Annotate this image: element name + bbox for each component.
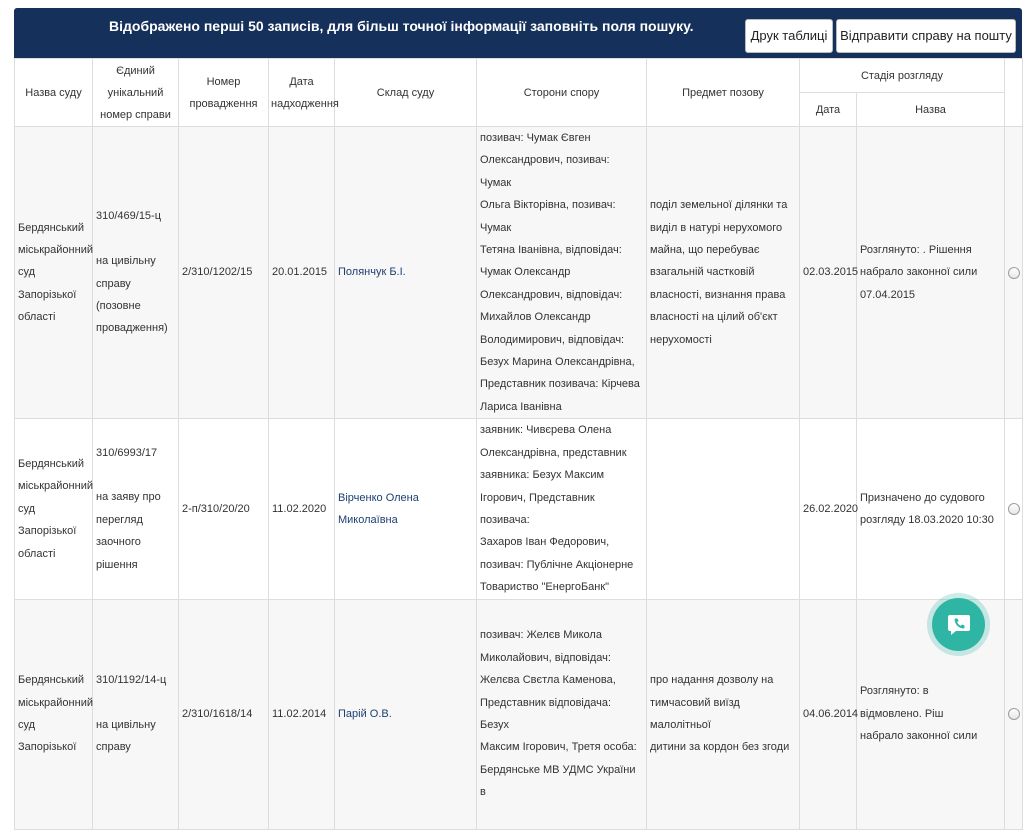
parties-cell: позивач: Желєв Микола Миколайович, відповідач: Желєва Свєтла Каменова, Представник відповідача: Безух Максим Ігорович, Третя особа: Бердянське МВ УДМС України в (477, 599, 647, 829)
court-name-cell: Бердянський міськрайонний суд Запорізької області (15, 127, 93, 419)
subject-cell: про надання дозволу на тимчасовий виїзд малолітньої дитини за кордон без згоди (647, 599, 800, 829)
stage-date-cell: 02.03.2015 (800, 127, 857, 419)
stage-name-cell: Призначено до судового розгляду 18.03.2020 10:30 (857, 419, 1005, 599)
col-header-stage-name: Назва (857, 93, 1005, 127)
parties-cell: заявник: Чивєрева Олена Олександрівна, представник заявника: Безух Максим Ігорович, Представник позивача: Захаров Іван Федорович, позивач: Публічне Акціонерне Товариство "ЕнергоБанк" (477, 419, 647, 599)
stage-name-cell: Розглянуто: . Рішення набрало законної сили 07.04.2015 (857, 127, 1005, 419)
row-select-cell (1005, 127, 1023, 419)
proceeding-number-cell: 2/310/1618/14 (179, 599, 269, 829)
send-case-email-button[interactable]: Відправити справу на пошту (836, 19, 1016, 53)
col-header-parties: Сторони спору (477, 59, 647, 127)
row-select-radio-icon[interactable] (1008, 503, 1020, 515)
col-header-select (1005, 59, 1023, 127)
proceeding-number-cell: 2-п/310/20/20 (179, 419, 269, 599)
court-name-cell: Бердянський міськрайонний суд Запорізької області (15, 419, 93, 599)
col-header-date-received: Дата надходження (269, 59, 335, 127)
col-header-proceeding: Номер провадження (179, 59, 269, 127)
case-number-cell: 310/6993/17 на заяву про перегляд заочного рішення (93, 419, 179, 599)
row-select-radio-icon[interactable] (1008, 267, 1020, 279)
phone-chat-icon[interactable] (932, 598, 985, 651)
row-select-cell (1005, 419, 1023, 599)
col-header-stage-date: Дата (800, 93, 857, 127)
table-row (15, 127, 1023, 419)
parties-cell: позивач: Чумак Євген Олександрович, позивач: Чумак Ольга Вікторівна, позивач: Чумак Тетяна Іванівна, відповідач: Чумак Олександр Олександрович, відповідач: Михайлов Олександр Володимирович, відповідач: Безух Марина Олександрівна, Представник позивача: Кірчева Лариса Іванівна (477, 127, 647, 419)
case-number-cell: 310/469/15-ц на цивільну справу (позовне провадження) (93, 127, 179, 419)
row-select-radio-icon[interactable] (1008, 708, 1020, 720)
stage-name-cell: Розглянуто: в відмовлено. Ріш набрало законної сили (857, 599, 1005, 829)
col-header-judges: Склад суду (335, 59, 477, 127)
court-name-cell: Бердянський міськрайонний суд Запорізької (15, 599, 93, 829)
print-table-button[interactable]: Друк таблиці (745, 19, 833, 53)
cases-table-container (14, 58, 1022, 799)
case-number-cell: 310/1192/14-ц на цивільну справу (93, 599, 179, 829)
stage-date-cell: 04.06.2014 (800, 599, 857, 829)
subject-cell (647, 419, 800, 599)
date-received-cell: 11.02.2020 (269, 419, 335, 599)
col-header-court: Назва суду (15, 59, 93, 127)
results-limit-message: Відображено перші 50 записів, для більш точної інформації заповніть поля пошуку. (109, 18, 694, 34)
cases-table (14, 58, 1023, 830)
case-number: 310/6993/17 (96, 446, 158, 459)
subject-cell: поділ земельної ділянки та виділ в натурі нерухомого майна, що перебуває взагальній частковій власності, визнання права власності на цілий об'єкт нерухомості (647, 127, 800, 419)
date-received-cell: 11.02.2014 (269, 599, 335, 829)
table-row (15, 419, 1023, 599)
proceeding-number-cell: 2/310/1202/15 (179, 127, 269, 419)
judges-cell: Полянчук Б.І. (335, 127, 477, 419)
judges-cell: Вірченко Олена Миколаївна (335, 419, 477, 599)
results-header-bar (14, 8, 1022, 58)
case-number: 310/469/15-ц (96, 210, 162, 223)
phone-icon (946, 612, 972, 638)
table-row (15, 599, 1023, 829)
stage-date-cell: 26.02.2020 (800, 419, 857, 599)
row-select-cell (1005, 599, 1023, 829)
judges-cell: Парій О.В. (335, 599, 477, 829)
col-header-stage: Стадія розгляду (800, 59, 1005, 93)
date-received-cell: 20.01.2015 (269, 127, 335, 419)
case-number: 310/1192/14-ц (96, 674, 167, 687)
col-header-case-number: Єдиний унікальний номер справи (93, 59, 179, 127)
col-header-subject: Предмет позову (647, 59, 800, 127)
